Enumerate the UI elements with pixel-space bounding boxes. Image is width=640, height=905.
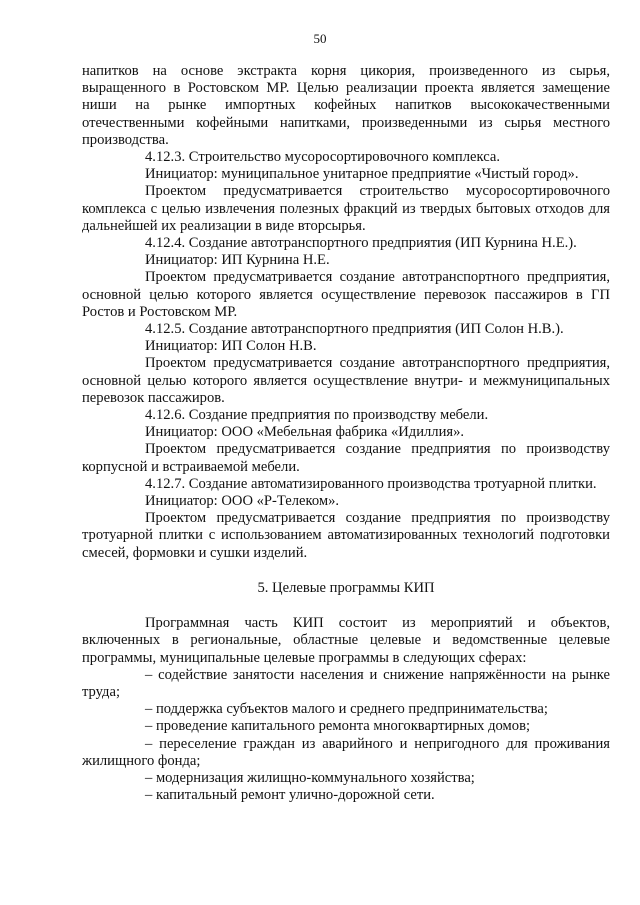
paragraph: 4.12.5. Создание автотранспортного предприятия (ИП Солон Н.В.). [145,321,564,338]
list-item: – переселение граждан из аварийного и непригодного для проживания жилищного фонда; [82,735,610,769]
paragraph: Проектом предусматривается создание предприятия по производству тротуарной плитки с использованием автоматизированных технологий подготовки смесей, формовки и сушки изделий. [82,510,610,561]
paragraph: 4.12.6. Создание предприятия по производству мебели. [145,407,489,424]
paragraph: 4.12.7. Создание автоматизированного производства тротуарной плитки. [145,475,597,492]
list-item: – содействие занятости населения и снижение напряжённости на рынке труда; [82,666,610,700]
paragraph: Проектом предусматривается создание предприятия по производству корпусной и встраиваемой мебели. [82,441,610,475]
paragraph: Проектом предусматривается строительство мусоросортировочного комплекса с целью извлечения полезных фракций из твердых бытовых отходов для дальнейшей их реализации в виде вторсырья. [82,183,610,234]
section-heading: 5. Целевые программы КИП [257,579,435,596]
section-intro: Программная часть КИП состоит из мероприятий и объектов, включенных в региональные, областные целевые и ведомственные целевые программы, муниципальные целевые программы в следующих сферах: [82,615,610,666]
list-item: – проведение капитального ремонта многоквартирных домов; [145,718,531,735]
list-item: – модернизация жилищно-коммунального хозяйства; [145,769,475,786]
paragraph: напитков на основе экстракта корня цикория, произведенного из сырья, выращенного в Ростовском МР. Целью реализации проекта является замещение ниши на рынке импортных кофейных напитков высококачественными отечественными кофейными напитками, произведенными из сырья местного производства. [82,63,610,148]
paragraph: Инициатор: муниципальное унитарное предприятие «Чистый город». [145,166,579,183]
document-body [82,63,610,804]
paragraph: Инициатор: ООО «Р-Телеком». [145,493,340,510]
list-item: – капитальный ремонт улично-дорожной сети. [145,787,435,804]
paragraph: Инициатор: ИП Курнина Н.Е. [145,252,330,269]
paragraph: Инициатор: ООО «Мебельная фабрика «Идиллия». [145,424,465,441]
paragraph: Инициатор: ИП Солон Н.В. [145,338,317,355]
paragraph: Проектом предусматривается создание автотранспортного предприятия, основной целью которого является осуществление внутри- и межмуниципальных перевозок пассажиров. [82,355,610,406]
page-number: 50 [313,31,327,46]
paragraph: Проектом предусматривается создание автотранспортного предприятия, основной целью которого является осуществление перевозок пассажиров в ГП Ростов и Ростовском МР. [82,269,610,320]
paragraph: 4.12.4. Создание автотранспортного предприятия (ИП Курнина Н.Е.). [145,235,577,252]
list-item: – поддержка субъектов малого и среднего предпринимательства; [145,701,548,718]
paragraph: 4.12.3. Строительство мусоросортировочного комплекса. [145,149,500,166]
